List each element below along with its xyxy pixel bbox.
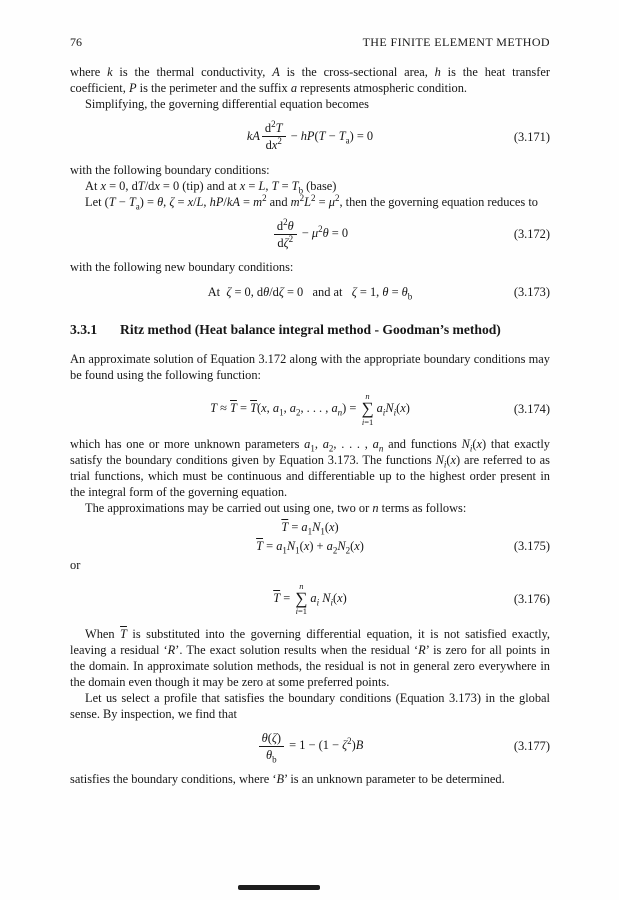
equation-number: (3.171) [513, 129, 550, 144]
paragraph-approx-solution: An approximate solution of Equation 3.172 along with the appropriate boundary conditions may be found using the following function: [70, 352, 550, 383]
equation-3-172 [70, 216, 550, 251]
equation-3-173 [70, 284, 550, 300]
equation-body: $\overline{T} = a_1N_1(x) + a_2N_2(x)$ [256, 538, 364, 556]
section-title: Ritz method (Heat balance integral method - Goodman’s method) [120, 322, 501, 338]
running-head: THE FINITE ELEMENT METHOD [362, 35, 550, 49]
page-header [70, 34, 550, 50]
paragraph-trial-functions: which has one or more unknown parameters $a_1$, $a_2$, . . . , $a_n$ and functions $N_i(x)$ that exactly satisfy the boundary conditions given by Equation 3.173. The functions $N_i(x)$ are referred to as trial functions, which must be continuous and differentiable up to the highest order present in the integral form of the governing equation. [70, 436, 551, 499]
scan-artifact [238, 885, 320, 890]
equation-3-177 [70, 731, 550, 763]
paragraph-new-bc-intro: with the following new boundary conditions: [70, 260, 294, 275]
equation-number: (3.176) [513, 592, 550, 607]
equation-3-176 [70, 582, 550, 617]
paragraph-simplifying: Simplifying, the governing differential equation becomes [85, 97, 369, 111]
paragraph-or: or [70, 557, 81, 572]
equation-body: $\overline{T}$ = n ∑ i=1 $a_i$ $N_i(x)$ [273, 580, 347, 617]
equation-body: $\frac{d^2\theta}{d\zeta^2}$ − $\mu^2\theta = 0$ [272, 226, 348, 240]
paragraph-approx-terms: The approximations may be carried out using one, two or n terms as follows: [85, 500, 467, 515]
equation-body: At ζ = 0, dθ/dζ = 0 and at ζ = 1, $\theta = \theta_b$ [207, 285, 413, 302]
section-heading [70, 320, 550, 339]
equation-number: (3.175) [513, 538, 550, 553]
paragraph-bc-intro: with the following boundary conditions: [70, 162, 270, 177]
equation-body: $\frac{\theta(\zeta)}{\theta_b}$ = $1 - (1 - \zeta^2)B$ [257, 738, 364, 752]
equation-number: (3.172) [513, 227, 550, 242]
equation-3-175b [70, 538, 550, 554]
equation-3-174 [70, 392, 550, 427]
equation-number: (3.173) [513, 285, 550, 300]
equation-number: (3.174) [513, 402, 550, 417]
equation-number: (3.177) [513, 739, 550, 754]
paragraph-profile-selection: Let us select a profile that satisfies the boundary conditions (Equation 3.173) in the global sense. By inspection, we find that [70, 690, 550, 721]
equation-body: $\overline{T} = a_1N_1(x)$ [281, 519, 339, 537]
equation-body: kA $\frac{d^2T}{dx^2}$ − $hP(T - T_a) = 0$ [246, 118, 374, 153]
equation-body: $T \approx \overline{T} = \overline{T}(x$, $a_1$, $a_2$, . . . , $a_n$) = n ∑ i=1 $a_iN_i(x)$ [210, 391, 410, 427]
paragraph-residual: When $\overline{T}$ is substituted into the governing differential equation, it is not satisfied exactly, leaving a residual ‘R’. The exact solution results when the residual ‘R’ is zero for all points in the domain. In approximate solution methods, the residual is not in general zero everywhere in the domain even though it may be zero at some preferred points. [70, 626, 550, 689]
paragraph-bc-detail: At x = 0, dT/dx = 0 (tip) and at x = L, $T = T_b$ (base) [85, 178, 337, 195]
paragraph-substitution: Let $(T - T_a) = \theta$, ζ = x/L, $hP/kA = m^2$ and $m^2L^2 = \mu^2$, then the governing equation reduces to [85, 192, 538, 211]
equation-3-171 [70, 118, 550, 153]
paragraph-definitions: where k is the thermal conductivity, A is the cross-sectional area, h is the heat transfer coefficient, P is the perimeter and the suffix a represents atmospheric condition. [70, 65, 550, 95]
equation-3-175a [70, 519, 550, 535]
section-number: 3.3.1 [70, 322, 98, 338]
page-number: 76 [70, 35, 82, 49]
paragraph-satisfies-bc: satisfies the boundary conditions, where ‘B’ is an unknown parameter to be determined. [70, 772, 505, 787]
